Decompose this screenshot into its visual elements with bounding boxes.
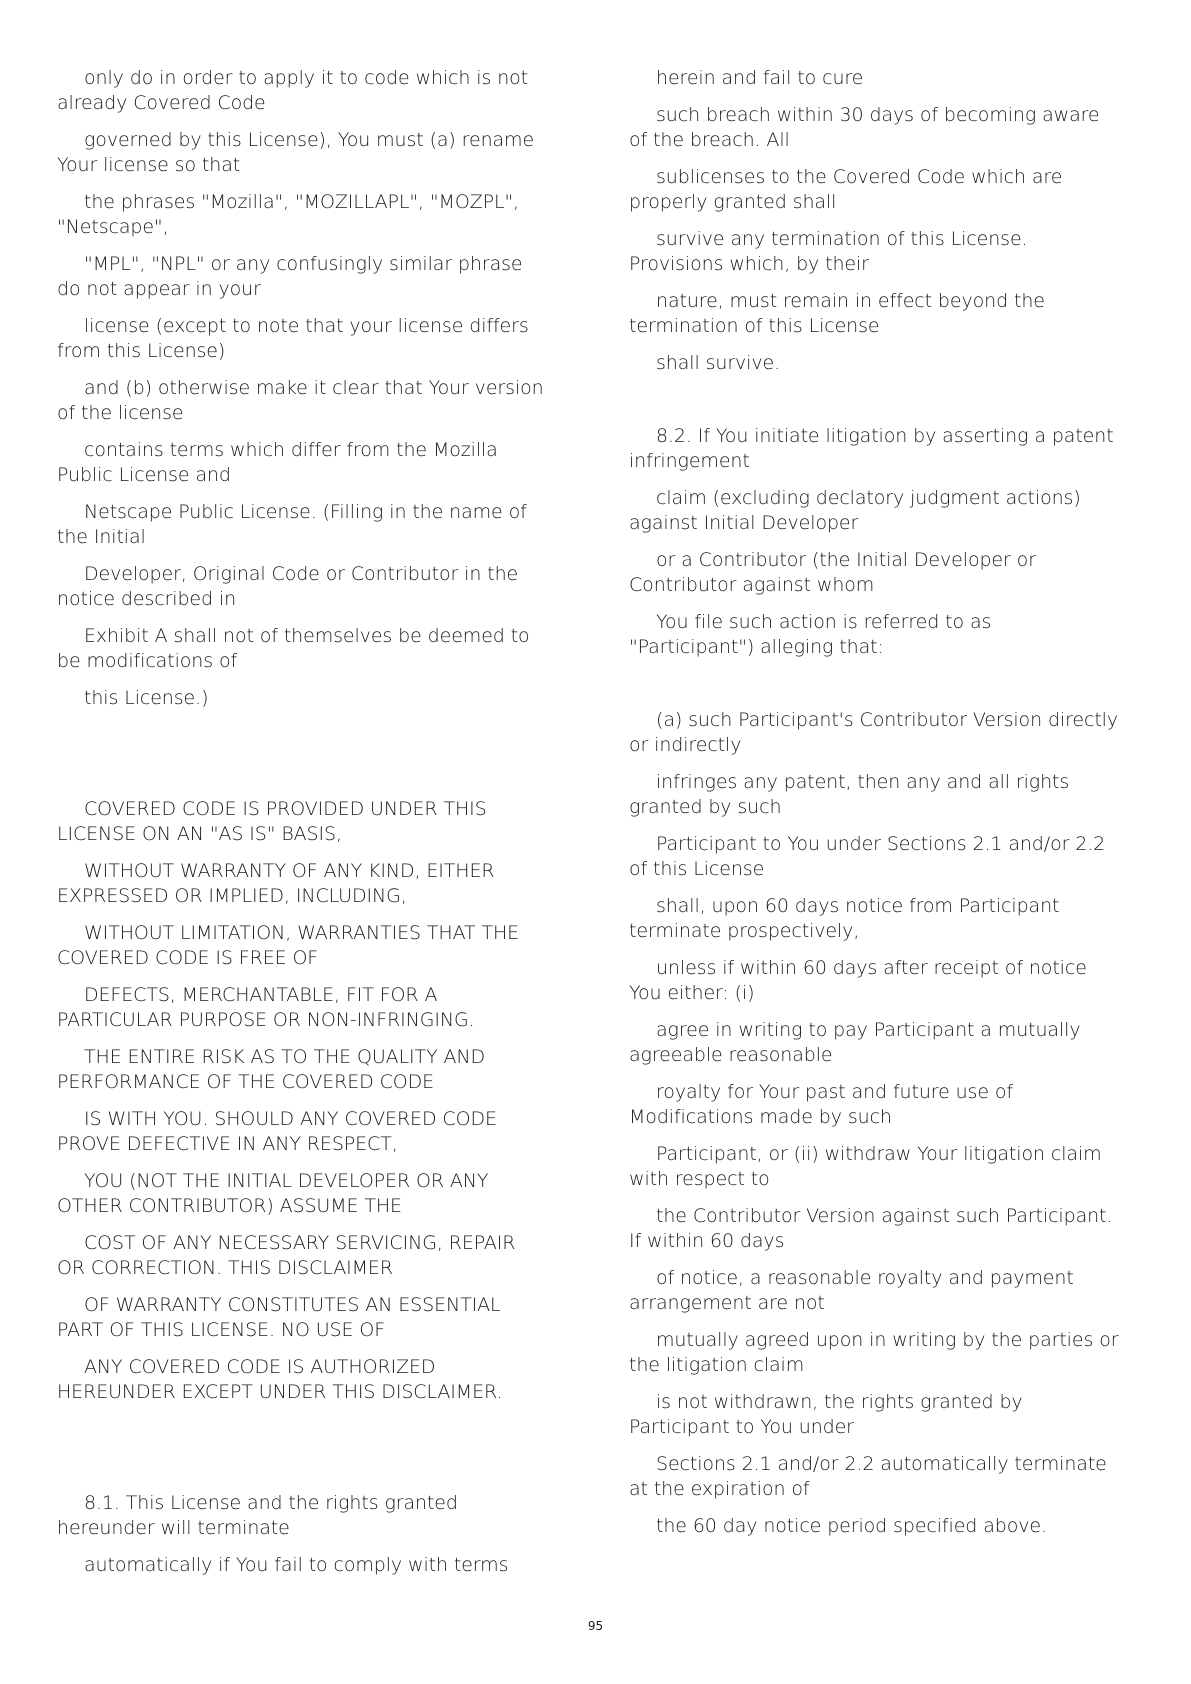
paragraph: and (b) otherwise make it clear that Your version of the license	[57, 377, 544, 424]
paragraph: 8.1. This License and the rights granted hereunder will terminate	[57, 1492, 458, 1539]
paragraph: survive any termination of this License. Provisions which, by their	[629, 228, 1028, 275]
paragraph: ANY COVERED CODE IS AUTHORIZED HEREUNDER EXCEPT UNDER THIS DISCLAIMER.	[57, 1356, 503, 1403]
paragraph: Netscape Public License. (Filling in the name of the Initial	[57, 501, 527, 548]
paragraph: WITHOUT WARRANTY OF ANY KIND, EITHER EXPRESSED OR IMPLIED, INCLUDING,	[57, 860, 495, 907]
paragraph: such breach within 30 days of becoming aware of the breach. All	[629, 104, 1100, 151]
paragraph: YOU (NOT THE INITIAL DEVELOPER OR ANY OTHER CONTRIBUTOR) ASSUME THE	[57, 1170, 489, 1217]
paragraph: Sections 2.1 and/or 2.2 automatically terminate at the expiration of	[629, 1453, 1107, 1500]
paragraph: (a) such Participant's Contributor Version directly or indirectly	[629, 709, 1118, 756]
paragraph: WITHOUT LIMITATION, WARRANTIES THAT THE COVERED CODE IS FREE OF	[57, 922, 520, 969]
right-column	[629, 66, 1119, 1539]
paragraph: shall, upon 60 days notice from Participant terminate prospectively,	[629, 895, 1060, 942]
paragraph: agree in writing to pay Participant a mutually agreeable reasonable	[629, 1019, 1081, 1066]
paragraph: Exhibit A shall not of themselves be deemed to be modifications of	[57, 625, 530, 672]
paragraph: the Contributor Version against such Participant. If within 60 days	[629, 1205, 1113, 1252]
paragraph: THE ENTIRE RISK AS TO THE QUALITY AND PERFORMANCE OF THE COVERED CODE	[57, 1046, 486, 1093]
paragraph: 8.2. If You initiate litigation by asserting a patent infringement	[629, 425, 1114, 472]
left-column	[57, 66, 547, 1578]
paragraph: herein and fail to cure	[656, 67, 864, 89]
paragraph: governed by this License), You must (a) rename Your license so that	[57, 129, 535, 176]
paragraph: only do in order to apply it to code which is not already Covered Code	[57, 67, 529, 114]
paragraph: unless if within 60 days after receipt of notice You either: (i)	[629, 957, 1087, 1004]
paragraph: contains terms which differ from the Mozilla Public License and	[57, 439, 498, 486]
paragraph: Participant, or (ii) withdraw Your litigation claim with respect to	[629, 1143, 1102, 1190]
paragraph: automatically if You fail to comply with terms	[84, 1554, 509, 1576]
paragraph: infringes any patent, then any and all rights granted by such	[629, 771, 1070, 818]
paragraph: sublicenses to the Covered Code which are properly granted shall	[629, 166, 1063, 213]
paragraph: nature, must remain in effect beyond the termination of this License	[629, 290, 1045, 337]
paragraph: "MPL", "NPL" or any confusingly similar phrase do not appear in your	[57, 253, 523, 300]
paragraph: the 60 day notice period specified above.	[656, 1515, 1047, 1537]
paragraph: royalty for Your past and future use of Modifications made by such	[629, 1081, 1013, 1128]
paragraph: Developer, Original Code or Contributor in the notice described in	[57, 563, 519, 610]
paragraph: claim (excluding declatory judgment actions) against Initial Developer	[629, 487, 1081, 534]
paragraph: COST OF ANY NECESSARY SERVICING, REPAIR OR CORRECTION. THIS DISCLAIMER	[57, 1232, 516, 1279]
paragraph: is not withdrawn, the rights granted by Participant to You under	[629, 1391, 1023, 1438]
paragraph: the phrases "Mozilla", "MOZILLAPL", "MOZPL", "Netscape",	[57, 191, 520, 238]
paragraph: of notice, a reasonable royalty and payment arrangement are not	[629, 1267, 1074, 1314]
page-number: 95	[587, 1619, 604, 1633]
paragraph: IS WITH YOU. SHOULD ANY COVERED CODE PROVE DEFECTIVE IN ANY RESPECT,	[57, 1108, 497, 1155]
paragraph: DEFECTS, MERCHANTABLE, FIT FOR A PARTICULAR PURPOSE OR NON-INFRINGING.	[57, 984, 475, 1031]
paragraph: COVERED CODE IS PROVIDED UNDER THIS LICENSE ON AN "AS IS" BASIS,	[57, 798, 487, 845]
paragraph: Participant to You under Sections 2.1 and/or 2.2 of this License	[629, 833, 1106, 880]
paragraph: shall survive.	[656, 352, 781, 374]
paragraph: OF WARRANTY CONSTITUTES AN ESSENTIAL PART OF THIS LICENSE. NO USE OF	[57, 1294, 501, 1341]
paragraph: You file such action is referred to as "Participant") alleging that:	[629, 611, 992, 658]
paragraph: this License.)	[84, 687, 209, 709]
paragraph: or a Contributor (the Initial Developer or Contributor against whom	[629, 549, 1036, 596]
paragraph: license (except to note that your license differs from this License)	[57, 315, 529, 362]
paragraph: mutually agreed upon in writing by the parties or the litigation claim	[629, 1329, 1119, 1376]
